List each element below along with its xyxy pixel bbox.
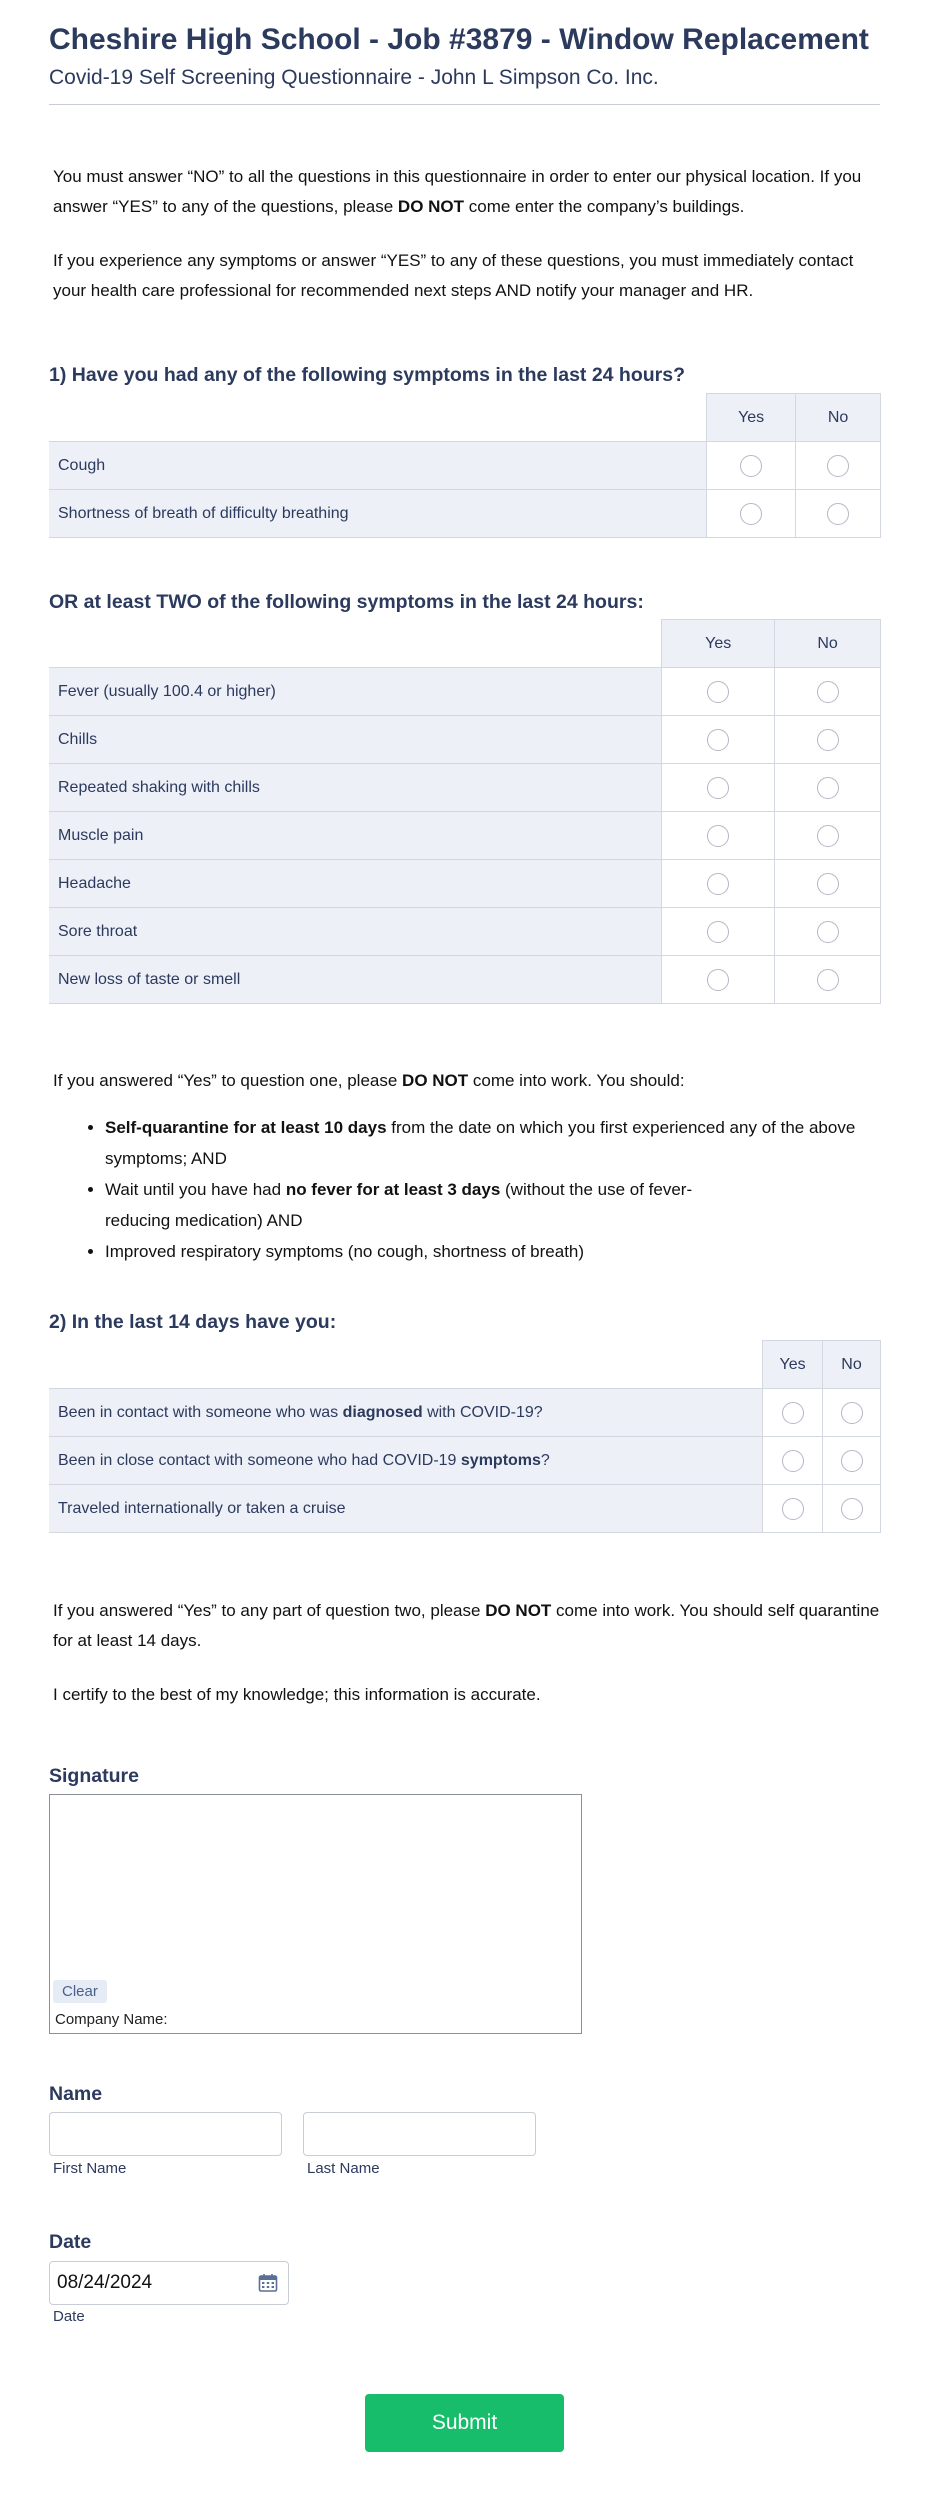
guidance-text: come into work. You should: [468, 1071, 685, 1090]
matrix-row [49, 908, 881, 956]
radio-no[interactable] [827, 503, 849, 525]
list-emphasis: no fever for at least 3 days [285, 1180, 501, 1199]
radio-no[interactable] [841, 1402, 863, 1424]
radio-no[interactable] [841, 1498, 863, 1520]
question-1-heading: 1) Have you had any of the following symptoms in the last 24 hours? [49, 364, 686, 386]
row-label: Repeated shaking with chills [49, 764, 662, 812]
row-label: Sore throat [49, 908, 662, 956]
radio-yes[interactable] [707, 921, 729, 943]
first-name-input[interactable] [49, 2112, 282, 2156]
column-no: No [775, 620, 881, 668]
radio-no[interactable] [817, 969, 839, 991]
guidance-1-list [53, 1112, 930, 1267]
row-emphasis: symptoms [460, 1451, 541, 1469]
radio-yes[interactable] [740, 503, 762, 525]
date-sublabel: Date [53, 2308, 85, 2325]
row-label: Shortness of breath of difficulty breathing [49, 490, 707, 538]
muscle-pain-no-cell[interactable] [775, 812, 881, 860]
matrix-row [49, 490, 881, 538]
list-item [105, 1112, 930, 1174]
radio-yes[interactable] [707, 777, 729, 799]
question-1b-heading: OR at least TWO of the following symptoms in the last 24 hours: [49, 591, 644, 613]
last-name-input[interactable] [303, 2112, 536, 2156]
guidance-emphasis: DO NOT [402, 1071, 469, 1090]
radio-no[interactable] [817, 681, 839, 703]
clear-signature-button[interactable]: Clear [53, 1980, 107, 2003]
radio-yes[interactable] [707, 825, 729, 847]
radio-no[interactable] [827, 455, 849, 477]
taste-smell-no-cell[interactable] [775, 956, 881, 1004]
first-name-sublabel: First Name [53, 2160, 127, 2177]
last-name-sublabel: Last Name [307, 2160, 380, 2177]
list-emphasis: Self-quarantine for at least 10 days [105, 1118, 387, 1137]
intro-emphasis: DO NOT [397, 197, 465, 216]
breath-no-cell[interactable] [796, 490, 881, 538]
matrix-row [49, 716, 881, 764]
cough-no-cell[interactable] [796, 442, 881, 490]
shaking-yes-cell[interactable] [662, 764, 775, 812]
matrix-row [49, 956, 881, 1004]
row-text: Been in close contact with someone who had COVID-19 [58, 1451, 461, 1469]
guidance-2-paragraph [53, 1596, 883, 1656]
muscle-pain-yes-cell[interactable] [662, 812, 775, 860]
radio-no[interactable] [817, 777, 839, 799]
header-divider [49, 104, 880, 105]
radio-yes[interactable] [782, 1402, 804, 1424]
intro-text: come enter the company’s buildings. [464, 197, 745, 216]
list-text: (without the use of fever- [500, 1180, 693, 1199]
row-emphasis: diagnosed [342, 1403, 423, 1421]
list-text: reducing medication) AND [105, 1211, 303, 1230]
shaking-no-cell[interactable] [775, 764, 881, 812]
row-text: with COVID-19? [422, 1403, 543, 1421]
radio-yes[interactable] [782, 1450, 804, 1472]
sore-throat-no-cell[interactable] [775, 908, 881, 956]
question-1-matrix [49, 393, 881, 538]
question-2-heading: 2) In the last 14 days have you: [49, 1311, 337, 1333]
matrix-corner [49, 620, 662, 668]
matrix-row [49, 860, 881, 908]
guidance-text: If you answered “Yes” to any part of question two, please [53, 1601, 486, 1620]
intro-paragraph-1 [53, 162, 883, 222]
sore-throat-yes-cell[interactable] [662, 908, 775, 956]
guidance-emphasis: DO NOT [485, 1601, 552, 1620]
signature-label: Signature [49, 1765, 139, 1787]
travel-no-cell[interactable] [823, 1485, 881, 1533]
guidance-text: come into work. You should self quarantine for at least 14 days. [53, 1601, 880, 1650]
column-yes: Yes [707, 394, 796, 442]
intro-paragraph-2: If you experience any symptoms or answer “YES” to any of these questions, you must immediately contact your health care professional for recommended next steps AND notify your manager and HR. [53, 251, 854, 300]
radio-no[interactable] [817, 873, 839, 895]
list-text: Wait until you have had [105, 1180, 286, 1199]
diagnosed-yes-cell[interactable] [763, 1389, 823, 1437]
radio-no[interactable] [841, 1450, 863, 1472]
question-1b-matrix [49, 619, 881, 1004]
fever-yes-cell[interactable] [662, 668, 775, 716]
guidance-1-intro [53, 1066, 883, 1096]
submit-button[interactable]: Submit [365, 2394, 564, 2452]
radio-yes[interactable] [707, 873, 729, 895]
matrix-row [49, 668, 881, 716]
radio-no[interactable] [817, 825, 839, 847]
radio-no[interactable] [817, 729, 839, 751]
symptoms-contact-yes-cell[interactable] [763, 1437, 823, 1485]
taste-smell-yes-cell[interactable] [662, 956, 775, 1004]
matrix-row [49, 442, 881, 490]
column-yes: Yes [662, 620, 775, 668]
row-label: Chills [49, 716, 662, 764]
list-text: from the date on which you first experienced any of the above symptoms; AND [105, 1118, 856, 1168]
name-label: Name [49, 2083, 103, 2105]
matrix-corner [49, 1341, 763, 1389]
column-no: No [796, 394, 881, 442]
date-label: Date [49, 2231, 92, 2253]
cough-yes-cell[interactable] [707, 442, 796, 490]
row-label [49, 1389, 763, 1437]
matrix-corner [49, 394, 707, 442]
radio-no[interactable] [817, 921, 839, 943]
fever-no-cell[interactable] [775, 668, 881, 716]
headache-no-cell[interactable] [775, 860, 881, 908]
row-label: Muscle pain [49, 812, 662, 860]
matrix-row [49, 1389, 881, 1437]
breath-yes-cell[interactable] [707, 490, 796, 538]
column-yes: Yes [763, 1341, 823, 1389]
signature-pad[interactable] [49, 1794, 582, 2034]
diagnosed-no-cell[interactable] [823, 1389, 881, 1437]
row-text: ? [540, 1451, 550, 1469]
row-label: New loss of taste or smell [49, 956, 662, 1004]
row-label [49, 1437, 763, 1485]
row-label: Cough [49, 442, 707, 490]
list-item: • Improved respiratory symptoms (no cough, shortness of breath) [105, 1236, 930, 1267]
certification-text: I certify to the best of my knowledge; this information is accurate. [53, 1685, 541, 1704]
radio-yes[interactable] [707, 969, 729, 991]
matrix-row [49, 812, 881, 860]
date-value: 08/24/2024 [57, 2272, 153, 2293]
chills-yes-cell[interactable] [662, 716, 775, 764]
company-name-label: Company Name: [55, 2011, 168, 2028]
list-item [105, 1174, 930, 1236]
form-subtitle: Covid-19 Self Screening Questionnaire - John L Simpson Co. Inc. [49, 66, 659, 89]
radio-yes[interactable] [782, 1498, 804, 1520]
chills-no-cell[interactable] [775, 716, 881, 764]
matrix-row [49, 1485, 881, 1533]
column-no: No [823, 1341, 881, 1389]
calendar-icon[interactable] [258, 2273, 278, 2293]
symptoms-contact-no-cell[interactable] [823, 1437, 881, 1485]
headache-yes-cell[interactable] [662, 860, 775, 908]
matrix-row [49, 1437, 881, 1485]
intro-text: You must answer “NO” to all the questions in this questionnaire in order to enter our physical location. If you answer “YES” to any of the questions, please [53, 167, 862, 216]
radio-yes[interactable] [740, 455, 762, 477]
form-title: Cheshire High School - Job #3879 - Window Replacement [49, 23, 869, 56]
row-label: Fever (usually 100.4 or higher) [49, 668, 662, 716]
row-text: Been in contact with someone who was [58, 1403, 343, 1421]
travel-yes-cell[interactable] [763, 1485, 823, 1533]
question-2-matrix [49, 1340, 881, 1533]
guidance-text: If you answered “Yes” to question one, please [53, 1071, 403, 1090]
radio-yes[interactable] [707, 681, 729, 703]
radio-yes[interactable] [707, 729, 729, 751]
date-input[interactable] [49, 2261, 289, 2305]
row-label: Headache [49, 860, 662, 908]
row-label: Traveled internationally or taken a cruise [49, 1485, 763, 1533]
matrix-row [49, 764, 881, 812]
